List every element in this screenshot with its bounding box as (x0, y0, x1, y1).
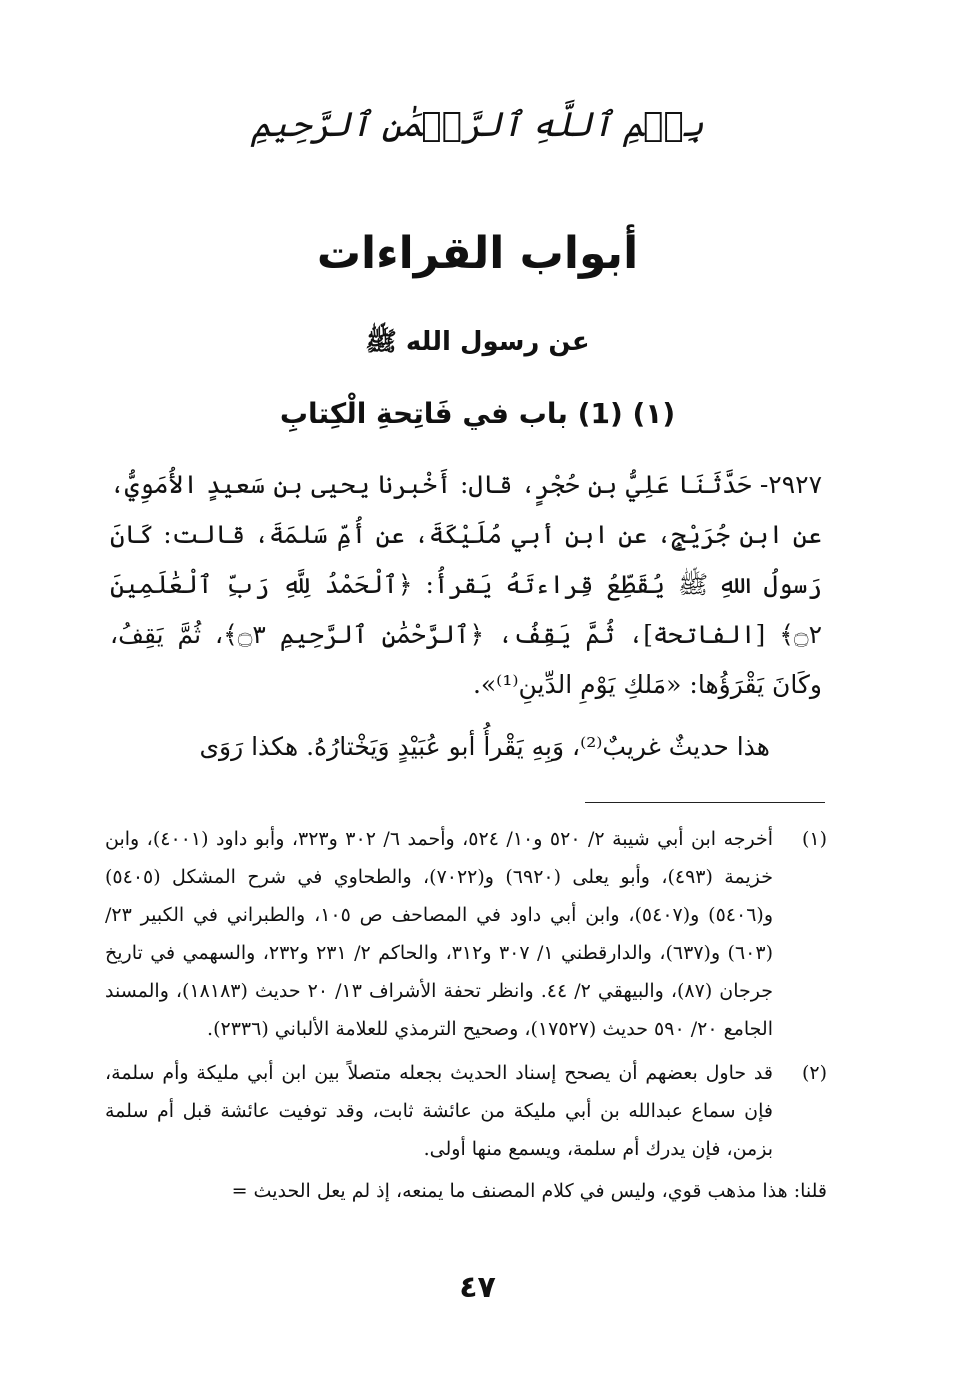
hadith-paragraph: ٢٩٢٧- حَدَّثَنَا عَلِيُّ بن حُجْرٍ، قال: أَخْبرنا يحيى بن سَعيدٍ الأُمَوِيُّ، عن ابن جُرَيْجٍ، عن ابن أبي مُلَيْكَةَ، عن أُمِّ سَلمَةَ، قالت: كَانَ رَسولُ اللهِ ﷺ يُقَطِّعُ قِراءتَهُ يَقرأُ: ﴿ٱلْحَمْدُ لِلَّهِ رَبِّ ٱلْعَٰلَمِينَ ۝٢﴾ [الفاتحة]، ثُمَّ يَقِفُ، ﴿ٱلرَّحْمَٰنِ ٱلرَّحِيمِ ۝٣﴾، ثُمَّ يَقِفُ، وكَانَ يَقْرَؤُها: «مَلكِ يَوْمِ الدِّينِ⁽¹⁾». (110, 470, 822, 699)
footnote-continuation: قلنا: هذا مذهب قوي، وليس في كلام المصنف ما يمنعه، إذ لم يعل الحديث = (231, 1180, 827, 1202)
commentary-paragraph: هذا حديثٌ غريبٌ⁽²⁾، وَبِهِ يَقْرأُ أبو عُبَيْدٍ وَيَخْتارُهُ. هكذا رَوَى (199, 732, 770, 761)
page-title: أبواب القراءات (316, 228, 639, 279)
basmala-header (200, 88, 755, 160)
page-number: ٤٧ (459, 1270, 496, 1305)
chapter-heading: (١) (1) باب في فَاتِحةِ الْكِتابِ (279, 397, 676, 430)
footnote-2 (105, 1054, 827, 1168)
footnote-1 (105, 820, 827, 1048)
page-subtitle: عن رسول الله ﷺ (365, 327, 590, 357)
footnote-text: أخرجه ابن أبي شيبة ٢/ ٥٢٠ و١٠/ ٥٢٤، وأحمد ٦/ ٣٠٢ و٣٢٣، وأبو داود (٤٠٠١)، وابن خزيمة (٤٩٣)، وأبو يعلى (٦٩٢٠) و(٧٠٢٢)، والطحاوي في شرح المشكل (٥٤٠٥) و(٥٤٠٦) و(٥٤٠٧)، وابن أبي داود في المصاحف ص ١٠٥، والطبراني في الكبير ٢٣/ (٦٠٣) و(٦٣٧)، والدارقطني ١/ ٣٠٧ و٣١٢، والحاكم ٢/ ٢٣١ و٢٣٢، والسهمي في تاريخ جرجان (٨٧)، والبيهقي ٢/ ٤٤. وانظر تحفة الأشراف ١٣/ ٢٠ حديث (١٨١٨٣)، والمسند الجامع ٢٠/ ٥٩٠ حديث (١٧٥٢٧)، وصحيح الترمذي للعلامة الألباني (٢٣٣٦). (105, 828, 774, 1040)
footnote-divider (585, 802, 825, 803)
basmala-text: بِسۡمِ ٱللَّهِ ٱلرَّحۡمَٰنِ ٱلرَّحِيمِ (251, 104, 704, 145)
footnote-number: (١) (801, 828, 827, 850)
footnote-number: (٢) (801, 1062, 827, 1084)
footnote-text: قد حاول بعضهم أن يصحح إسناد الحديث بجعله متصلاً بين ابن أبي مليكة وأم سلمة، فإن سماع عبدالله بن أبي مليكة من عائشة ثابت، وقد توفيت عائشة قبل أم سلمة بزمن، فإن يدرك أم سلمة، ويسمع منها أولى. (105, 1062, 773, 1160)
main-text (110, 460, 822, 772)
footnotes-section (105, 820, 827, 1210)
